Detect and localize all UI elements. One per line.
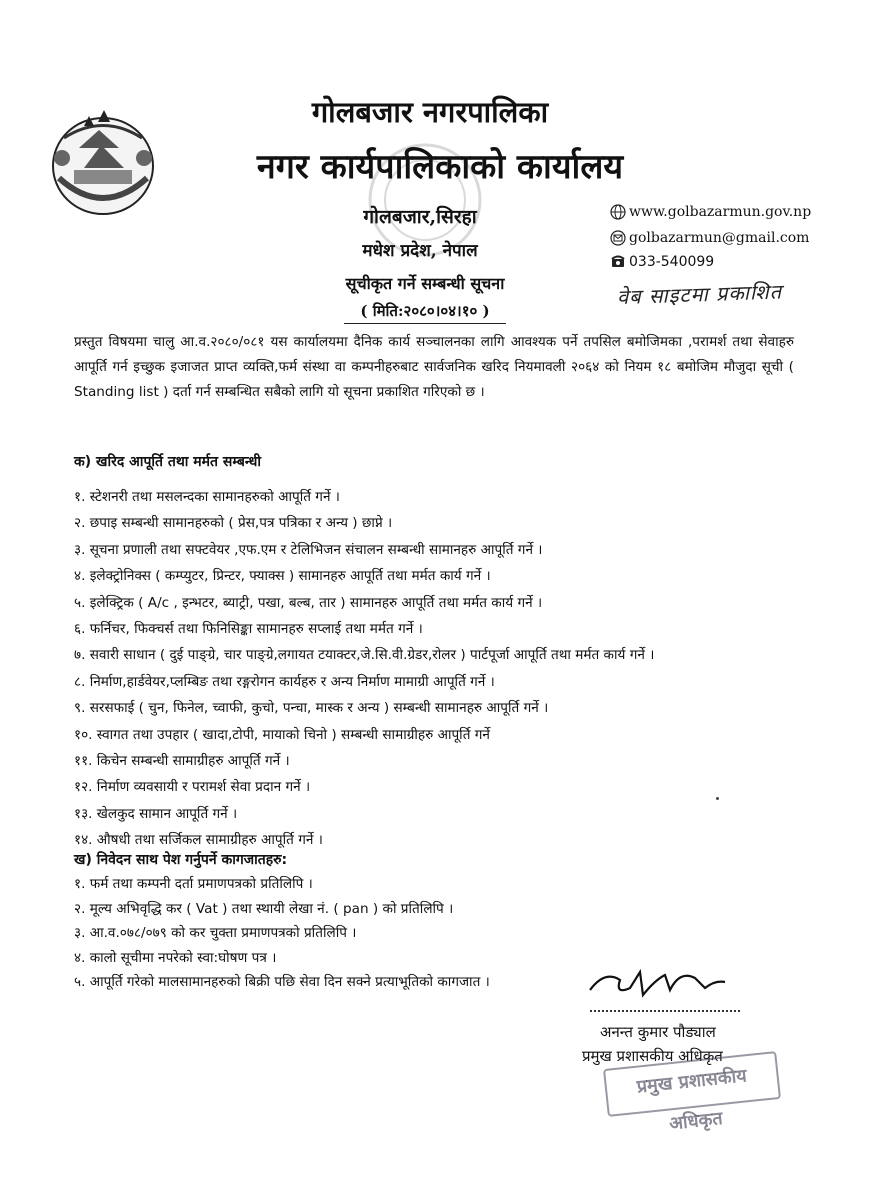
list-item: १. फर्म तथा कम्पनी दर्ता प्रमाणपत्रको प्रतिलिपि ।	[74, 876, 313, 892]
list-item: ९. सरसफाई ( चुन, फिनेल, च्वाफी, कुचो, पन्चा, मास्क र अन्य ) सम्बन्धी सामानहरु आपूर्ति गर्ने ।	[74, 700, 549, 717]
handwritten-note: वेब साइटमा प्रकाशित	[616, 279, 783, 310]
list-item: २. छपाइ सम्बन्धी सामानहरुको ( प्रेस,पत्र पत्रिका र अन्य ) छाप्ने ।	[74, 515, 393, 532]
notice-title: सूचीकृत गर्ने सम्बन्धी सूचना	[345, 274, 505, 293]
list-item: ११. किचेन सम्बन्धी सामाग्रीहरु आपूर्ति गर्ने ।	[74, 752, 290, 769]
official-stamp: प्रमुख प्रशासकीय अधिकृत	[603, 1051, 781, 1117]
list-item: १२. निर्माण व्यवसायी र परामर्श सेवा प्रदान गर्ने ।	[74, 779, 311, 796]
list-item: ३. सूचना प्रणाली तथा सफ्टवेयर ,एफ.एम र टेलिभिजन संचालन सम्बन्धी सामानहरु आपूर्ति गर्ने ।	[74, 541, 543, 558]
office-name: नगर कार्यपालिकाको कार्यालय	[256, 147, 624, 187]
list-item: ५. इलेक्ट्रिक ( A/c , इन्भटर, ब्याट्री, पखा, बल्ब, तार ) सामानहरु आपूर्ति तथा मर्मत कार्य गर्ने ।	[74, 594, 543, 611]
list-item: ७. सवारी साधान ( दुई पाङ्ग्रे, चार पाङ्ग्रे,लगायत टयाक्टर,जे.सि.वी.ग्रेडर,रोलर ) पार्टपूर्जा आपूर्ति तथा मर्मत कार्य गर्ने ।	[74, 647, 655, 664]
list-item: १४. औषधी तथा सर्जिकल सामाग्रीहरु आपूर्ति गर्ने ।	[74, 832, 323, 849]
nepal-emblem-icon	[44, 108, 162, 220]
list-item: ४. इलेक्ट्रोनिक्स ( कम्प्युटर, प्रिन्टर, फ्याक्स ) सामानहरु आपूर्ति तथा मर्मत कार्य गर्ने ।	[74, 568, 491, 585]
municipality-name: गोलबजार नगरपालिका	[311, 95, 549, 129]
list-item: १३. खेलकुद सामान आपूर्ति गर्ने ।	[74, 805, 238, 822]
contact-phone	[610, 254, 714, 270]
section-b-heading: ख) निवेदन साथ पेश गर्नुपर्ने कागजातहरु:	[74, 852, 288, 868]
notice-date: ( मिति:२०८०।०४।१० )	[340, 301, 510, 321]
signatory-title: प्रमुख प्रशासकीय अधिकृत	[582, 1047, 723, 1065]
list-item: ३. आ.व.०७८/०७९ को कर चुक्ता प्रमाणपत्रको प्रतिलिपि ।	[74, 925, 357, 942]
address-line-1: गोलबजार,सिरहा	[363, 206, 477, 228]
section-a-heading: क) खरिद आपूर्ति तथा मर्मत सम्बन्धी	[74, 454, 262, 470]
contact-website	[610, 204, 811, 220]
email-text: golbazarmun@gmail.com	[629, 230, 810, 246]
signature-mark	[585, 960, 735, 1002]
section-a-list	[74, 484, 794, 853]
signatory-name: अनन्त कुमार पौड्याल	[600, 1023, 716, 1041]
list-item: ५. आपूर्ति गरेको मालसामानहरुको बिक्री पछि सेवा दिन सक्ने प्रत्याभूतिको कागजात ।	[74, 974, 490, 991]
list-item: १. स्टेशनरी तथा मसलन्दका सामानहरुको आपूर्ति गर्ने ।	[74, 489, 340, 505]
phone-icon	[610, 254, 626, 270]
list-item: ६. फर्निचर, फिक्चर्स तथा फिनिसिङ्का सामानहरु सप्लाई तथा मर्मत गर्ने ।	[74, 620, 423, 637]
intro-paragraph: प्रस्तुत विषयमा चालु आ.व.२०८०/०८१ यस कार्यालयमा दैनिक कार्य सञ्चालनका लागि आवश्यक पर्ने तपसिल बमोजिमका ,परामर्श तथा सेवाहरु आपूर्ति गर्न इच्छुक इजाजत प्राप्त व्यक्ति,फर्म संस्था वा कम्पनीहरुबाट सार्वजनिक खरिद नियमावली २०६४ को नियम १८ बमोजिम मौजुदा सूची ( Standing list ) दर्ता गर्न सम्बन्धित सबैको लागि यो सूचना प्रकाशित गरिएको छ ।	[74, 334, 794, 400]
contact-email	[610, 230, 809, 246]
address-line-2: मधेश प्रदेश, नेपाल	[362, 241, 478, 261]
list-item: २. मूल्य अभिवृद्धि कर ( Vat ) तथा स्थायी लेखा नं. ( pan ) को प्रतिलिपि ।	[74, 900, 454, 917]
list-item: ८. निर्माण,हार्डवेयर,प्लम्बिङ तथा रङ्गरोगन कार्यहरु र अन्य निर्माण मामाग्री आपूर्ति गर्ने ।	[74, 673, 495, 690]
email-icon	[610, 230, 626, 246]
website-text: www.golbazarmun.gov.np	[629, 204, 812, 220]
signature-line	[590, 1000, 740, 1012]
globe-icon	[610, 204, 626, 220]
phone-text: 033-540099	[629, 254, 715, 270]
list-item: १०. स्वागत तथा उपहार ( खादा,टोपी, मायाको चिनो ) सम्बन्धी सामाग्रीहरु आपूर्ति गर्ने	[74, 726, 490, 743]
list-item: ४. कालो सूचीमा नपरेको स्वा:घोषण पत्र ।	[74, 949, 277, 966]
scan-speck	[716, 797, 719, 800]
